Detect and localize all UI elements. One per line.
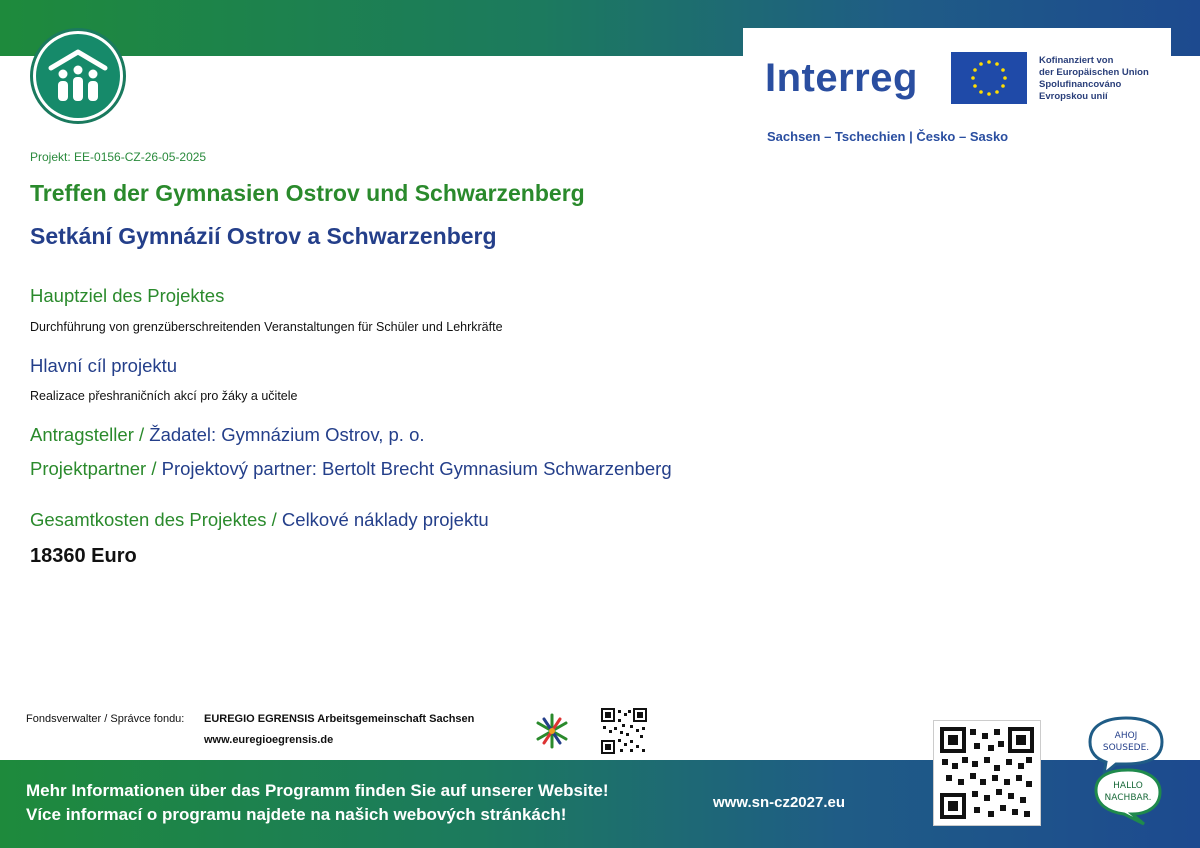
program-website-link[interactable]: www.sn-cz2027.eu <box>713 794 845 811</box>
applicant-line <box>30 424 425 446</box>
partner-name: Bertolt Brecht Gymnasium Schwarzenberg <box>322 458 672 479</box>
total-cost: 18360 Euro <box>30 545 137 567</box>
euregio-logo-icon <box>528 707 576 755</box>
eu-flag-icon <box>951 52 1027 104</box>
fund-manager-name: EUREGIO EGRENSIS Arbeitsgemeinschaft Sachsen <box>204 713 475 725</box>
project-code: Projekt: EE-0156-CZ-26-05-2025 <box>30 150 207 164</box>
bubble-text-2-line-2: NACHBAR. <box>1104 793 1152 803</box>
eu-line-2: der Europäischen Union <box>1039 67 1149 78</box>
speech-bubbles-logo <box>1078 712 1174 828</box>
info-text-czech: Více informací o programu najdete na našich webových stránkách! <box>26 805 567 824</box>
euregio-qr-code-icon[interactable] <box>600 707 648 755</box>
bubble-text-1-line-2: SOUSEDE. <box>1102 743 1150 753</box>
fund-manager-url[interactable]: www.euregioegrensis.de <box>204 734 334 746</box>
goal-heading-czech: Hlavní cíl projektu <box>30 355 178 376</box>
people-icon <box>36 34 120 118</box>
goal-text-czech: Realizace přeshraničních akcí pro žáky a učitele <box>30 389 298 403</box>
partner-label-czech: Projektový partner: <box>161 458 323 479</box>
title-czech: Setkání Gymnázií Ostrov a Schwarzenberg <box>30 223 497 249</box>
title-german: Treffen der Gymnasien Ostrov und Schwarzenberg <box>30 180 585 206</box>
eu-cofinanced-text <box>1039 55 1169 103</box>
partner-label-german: Projektpartner / <box>30 458 162 479</box>
program-qr-code-icon[interactable] <box>933 720 1041 826</box>
applicant-name: Gymnázium Ostrov, p. o. <box>221 424 425 445</box>
eu-line-4: Evropskou unií <box>1039 91 1108 102</box>
costs-label-german: Gesamtkosten des Projektes / <box>30 509 282 530</box>
eu-line-3: Spolufinancováno <box>1039 79 1122 90</box>
school-logo <box>30 28 126 124</box>
fund-manager-label: Fondsverwalter / Správce fondu: <box>26 713 185 725</box>
partner-line <box>30 458 672 480</box>
eu-line-1: Kofinanziert von <box>1039 55 1114 66</box>
bubble-text-2-line-1: HALLO <box>1113 781 1143 791</box>
applicant-label-german: Antragsteller / <box>30 424 150 445</box>
info-text-german: Mehr Informationen über das Programm finden Sie auf unserer Website! <box>26 781 609 800</box>
interreg-logo-box <box>743 28 1171 156</box>
applicant-label-czech: Žadatel: <box>149 424 222 445</box>
region-label: Sachsen – Tschechien | Česko – Sasko <box>767 129 1009 144</box>
goal-heading-german: Hauptziel des Projektes <box>30 285 225 306</box>
bubble-text-1-line-1: AHOJ <box>1114 731 1138 741</box>
costs-line <box>30 509 489 531</box>
goal-text-german: Durchführung von grenzüberschreitenden Veranstaltungen für Schüler und Lehrkräfte <box>30 320 503 334</box>
interreg-wordmark: Interreg <box>765 56 918 100</box>
costs-label-czech: Celkové náklady projektu <box>281 509 489 530</box>
